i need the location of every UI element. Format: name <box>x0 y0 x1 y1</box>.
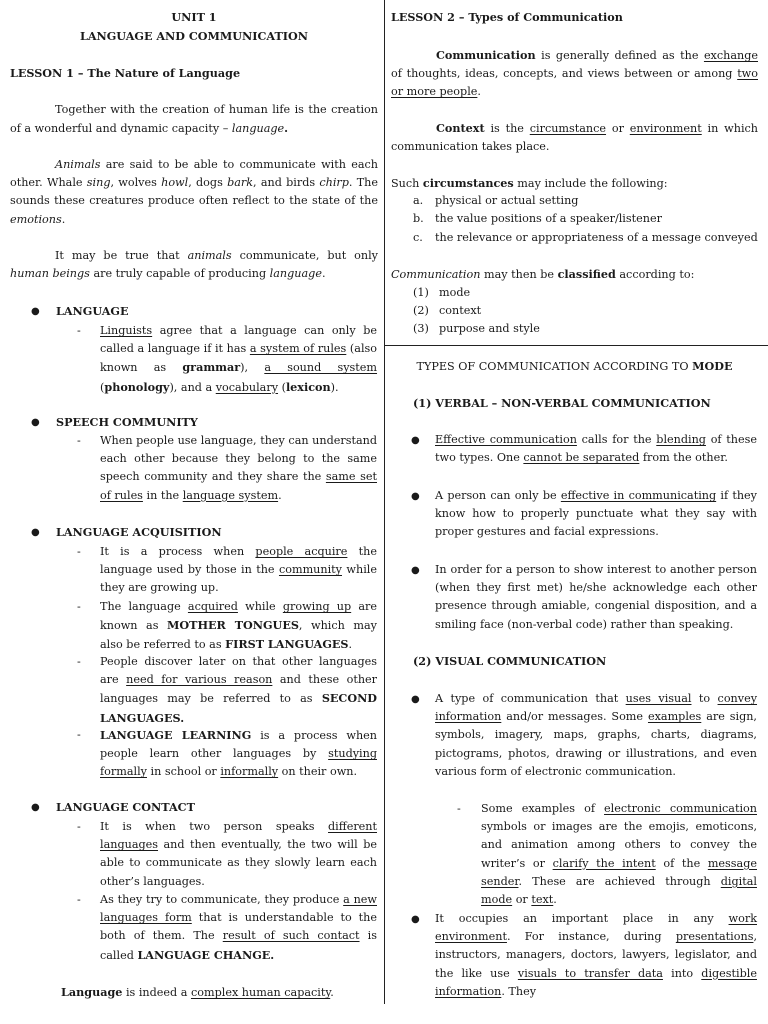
classification-marker: (3) <box>413 322 429 335</box>
acquisition-heading: LANGUAGE ACQUISITION <box>56 525 222 539</box>
verbal-point-2: A person can only be effective in communicating if they know how to properly punctuate what they say with proper gestures and facial expressions. <box>435 489 757 539</box>
circumstance-item: physical or actual setting <box>435 194 579 207</box>
verbal-point-3: In order for a person to show interest to another person (when they first met) he/she acknowledge each other presence through amiable, congenial disposition, and a smiling face (non-verbal code) rather than speaking. <box>435 563 757 631</box>
bullet-icon: ● <box>411 565 420 576</box>
dash-marker: - <box>77 820 81 833</box>
column-divider <box>384 0 385 1004</box>
circumstance-marker: c. <box>413 231 423 244</box>
visual-point-1: A type of communication that uses visual to convey information and/or messages. Some examples are sign, symbols, imagery, maps, graphs, charts, diagrams, pictograms, photos, drawing or illustrations, and even various form of electronic communication. <box>435 692 758 778</box>
dash-marker: - <box>77 545 81 558</box>
classification-item: purpose and style <box>439 322 540 335</box>
circumstance-item: the value positions of a speaker/listener <box>435 212 662 225</box>
context-definition: Context is the circumstance or environment in which communication takes place. <box>391 121 759 154</box>
contact-point-2: As they try to communicate, they produce a new languages form that is understandable to the both of them. The result of such contact is called LANGUAGE CHANGE. <box>100 893 377 962</box>
circumstance-item: the relevance or appropriateness of a message conveyed <box>435 231 758 244</box>
classification-marker: (1) <box>413 286 429 299</box>
lesson2-title: LESSON 2 – Types of Communication <box>391 10 623 24</box>
bullet-icon: ● <box>31 417 40 428</box>
intro-paragraph-2: Animals are said to be able to communicate with each other. Whale sing, wolves howl, dogs bark, and birds chirp. The sounds these creatures produce often reflect to the state of the emotions. <box>10 158 378 226</box>
language-point-1: Linguists agree that a language can only be called a language if it has a system of rules (also known as grammar), a sound system (phonology), and a vocabulary (lexicon). <box>100 324 378 394</box>
contact-heading: LANGUAGE CONTACT <box>56 800 195 814</box>
language-heading: LANGUAGE <box>56 304 129 318</box>
bullet-icon: ● <box>411 914 420 925</box>
bullet-icon: ● <box>31 527 40 538</box>
dash-marker: - <box>77 728 81 741</box>
intro-paragraph-1: Together with the creation of human life is the creation of a wonderful and dynamic capacity – language. <box>10 103 378 136</box>
visual-point-2: It occupies an important place in any work environment. For instance, during presentations, instructors, managers, doctors, lawyers, legislator, and the like use visuals to transfer data into digestible information. They <box>435 912 757 998</box>
bullet-icon: ● <box>411 491 420 502</box>
classification-item: mode <box>439 286 471 299</box>
dash-marker: - <box>77 893 81 906</box>
classification-intro: Communication may then be classified according to: <box>391 267 695 281</box>
verbal-heading: (1) VERBAL – NON-VERBAL COMMUNICATION <box>413 396 711 410</box>
communication-definition: Communication is generally defined as the exchange of thoughts, ideas, concepts, and views between or among two or more people. <box>391 48 758 99</box>
acquisition-point-4: LANGUAGE LEARNING is a process when people learn other languages by studying formally in school or informally on their own. <box>100 728 378 779</box>
intro-paragraph-3: It may be true that animals communicate, but only human beings are truly capable of producing language. <box>10 249 378 281</box>
speech-community-heading: SPEECH COMMUNITY <box>56 415 198 429</box>
contact-point-1: It is when two person speaks different languages and then eventually, the two will be able to communicate as they slowly learn each other’s languages. <box>100 820 377 888</box>
classification-marker: (2) <box>413 304 429 317</box>
speech-point-1: When people use language, they can understand each other because they belong to the same speech community and they share the same set of rules in the language system. <box>100 434 377 502</box>
bullet-icon: ● <box>31 306 40 317</box>
section-divider <box>385 345 768 346</box>
dash-marker: - <box>457 802 461 815</box>
dash-marker: - <box>77 600 81 613</box>
lesson1-title: LESSON 1 – The Nature of Language <box>10 66 241 80</box>
visual-heading: (2) VISUAL COMMUNICATION <box>413 654 607 668</box>
visual-subpoint-1: Some examples of electronic communication symbols or images are the emojis, emoticons, and animation among others to convey the writer’s or clarify the intent of the message sender. These are achieved through digital mode or text. <box>481 802 757 907</box>
dash-marker: - <box>77 655 81 668</box>
circumstances-intro: Such circumstances may include the following: <box>391 176 668 190</box>
acquisition-point-2: The language acquired while growing up are known as MOTHER TONGUES, which may also be referred to as FIRST LANGUAGES. <box>100 600 377 652</box>
acquisition-point-1: It is a process when people acquire the language used by those in the community while they are growing up. <box>100 545 377 595</box>
circumstance-marker: b. <box>413 212 424 225</box>
unit-title: UNIT 1 <box>171 10 217 24</box>
types-heading: TYPES OF COMMUNICATION ACCORDING TO MODE <box>416 359 733 373</box>
verbal-point-1: Effective communication calls for the blending of these two types. One cannot be separated from the other. <box>435 433 757 465</box>
classification-item: context <box>439 304 482 317</box>
unit-subtitle: LANGUAGE AND COMMUNICATION <box>79 29 309 43</box>
circumstance-marker: a. <box>413 194 424 207</box>
dash-marker: - <box>77 434 81 447</box>
bullet-icon: ● <box>411 435 420 446</box>
bullet-icon: ● <box>411 694 420 705</box>
dash-marker: - <box>77 324 81 337</box>
closing-sentence: Language is indeed a complex human capacity. <box>61 985 334 999</box>
bullet-icon: ● <box>31 802 40 813</box>
acquisition-point-3: People discover later on that other languages are need for various reason and these other languages may be referred to as SECOND LANGUAGES. <box>100 655 378 725</box>
